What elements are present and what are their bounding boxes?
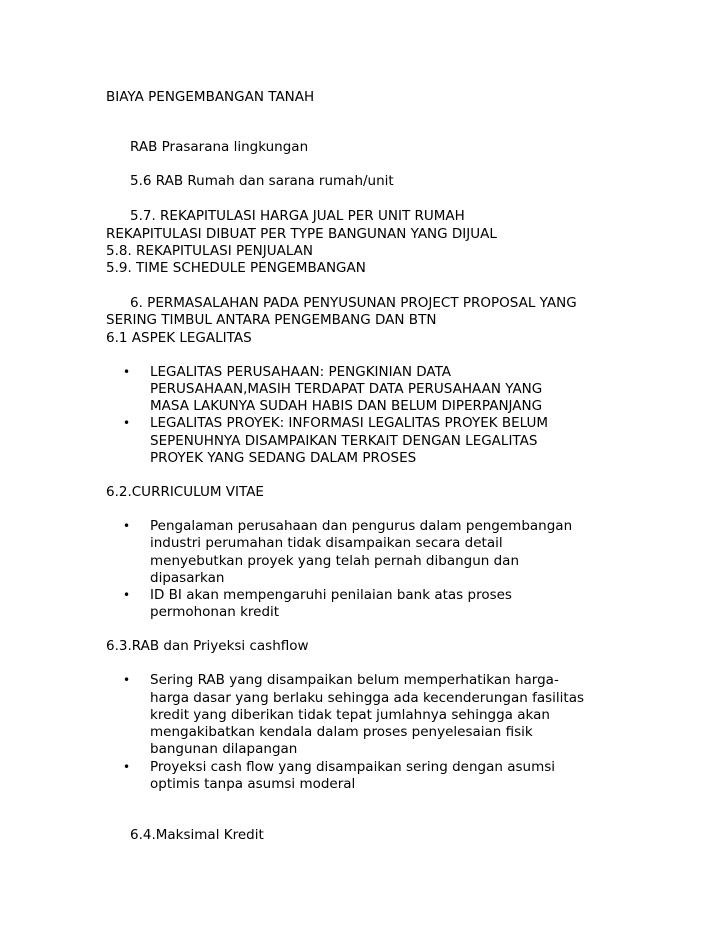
section-5-8: 5.8. REKAPITULASI PENJUALAN	[106, 243, 314, 259]
section-6-line-1: 6. PERMASALAHAN PADA PENYUSUNAN PROJECT PROPOSAL YANG	[130, 295, 577, 311]
list-item-text: LEGALITAS PERUSAHAAN: PENGKINIAN DATA	[150, 364, 452, 380]
list-item-text: PERUSAHAAN,MASIH TERDAPAT DATA PERUSAHAAN YANG	[150, 381, 543, 397]
list-item-text: industri perumahan tidak disampaikan secara detail	[150, 535, 503, 551]
list-item-text: PROYEK YANG SEDANG DALAM PROSES	[150, 450, 417, 466]
section-5-6: 5.6 RAB Rumah dan sarana rumah/unit	[130, 173, 394, 189]
bullet-icon: •	[123, 365, 131, 379]
heading-biaya-pengembangan-tanah: BIAYA PENGEMBANGAN TANAH	[106, 89, 315, 105]
list-item-text: dipasarkan	[150, 570, 225, 586]
section-6-4-title: 6.4.Maksimal Kredit	[130, 827, 264, 843]
list-item-text: LEGALITAS PROYEK: INFORMASI LEGALITAS PROYEK BELUM	[150, 415, 549, 431]
list-item-text: mengakibatkan kendala dalam proses penyelesaian fisik	[150, 724, 533, 740]
line-rab-prasarana: RAB Prasarana lingkungan	[130, 139, 309, 155]
section-6-3-title: 6.3.RAB dan Priyeksi cashflow	[106, 638, 309, 654]
list-item-text: SEPENUHNYA DISAMPAIKAN TERKAIT DENGAN LEGALITAS	[150, 433, 538, 449]
section-6-line-2: SERING TIMBUL ANTARA PENGEMBANG DAN BTN	[106, 312, 437, 328]
list-item-text: Pengalaman perusahaan dan pengurus dalam pengembangan	[150, 518, 573, 534]
list-item-text: optimis tanpa asumsi moderal	[150, 776, 356, 792]
list-item-text: MASA LAKUNYA SUDAH HABIS DAN BELUM DIPERPANJANG	[150, 398, 543, 414]
bullet-icon: •	[123, 760, 131, 774]
list-item-text: menyebutkan proyek yang telah pernah dibangun dan	[150, 553, 520, 569]
section-5-7-line-2: REKAPITULASI DIBUAT PER TYPE BANGUNAN YANG DIJUAL	[106, 226, 497, 242]
bullet-icon: •	[123, 588, 131, 602]
bullet-icon: •	[123, 519, 131, 533]
section-5-7-line-1: 5.7. REKAPITULASI HARGA JUAL PER UNIT RUMAH	[130, 208, 465, 224]
list-item-text: permohonan kredit	[150, 604, 280, 620]
list-item-text: harga dasar yang berlaku sehingga ada kecenderungan fasilitas	[150, 690, 585, 706]
bullet-icon: •	[123, 673, 131, 687]
list-item-text: Proyeksi cash flow yang disampaikan sering dengan asumsi	[150, 759, 555, 775]
bullet-icon: •	[123, 416, 131, 430]
section-6-1-title: 6.1 ASPEK LEGALITAS	[106, 330, 252, 346]
list-item-text: bangunan dilapangan	[150, 741, 298, 757]
list-item-text: kredit yang diberikan tidak tepat jumlahnya sehingga akan	[150, 707, 550, 723]
list-item-text: Sering RAB yang disampaikan belum memperhatikan harga-	[150, 672, 559, 688]
list-item-text: ID BI akan mempengaruhi penilaian bank atas proses	[150, 587, 512, 603]
section-6-2-title: 6.2.CURRICULUM VITAE	[106, 484, 264, 500]
section-5-9: 5.9. TIME SCHEDULE PENGEMBANGAN	[106, 260, 366, 276]
